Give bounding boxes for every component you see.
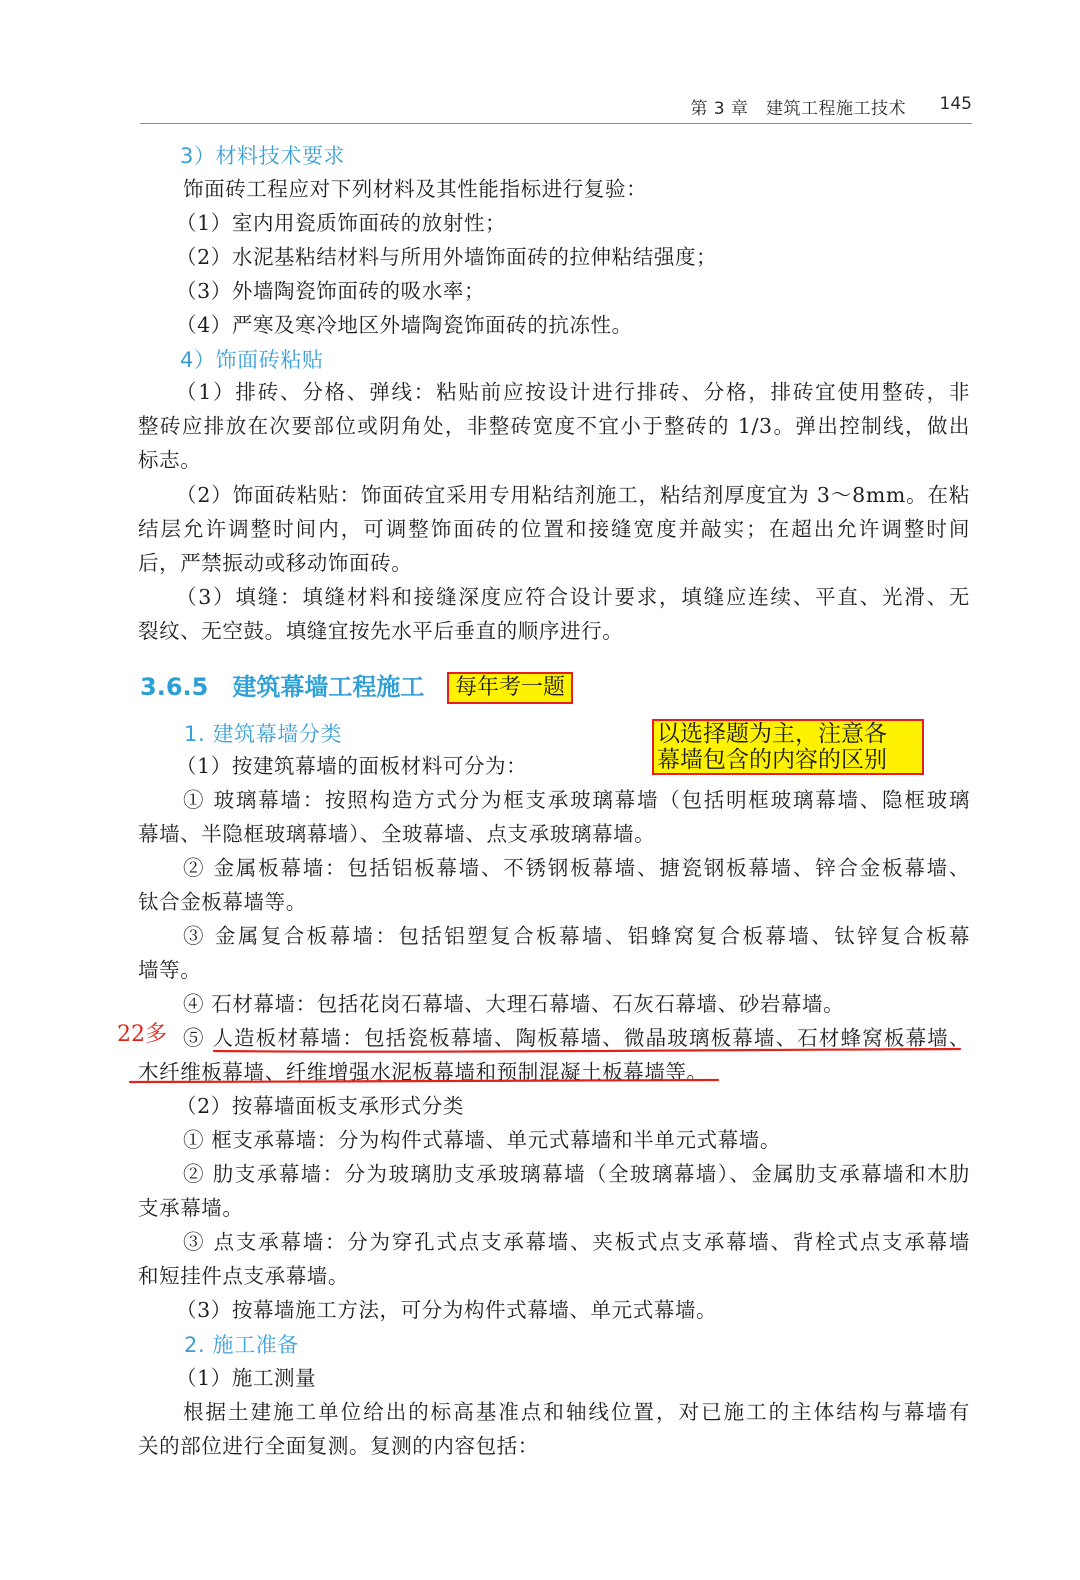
paragraph-line: （2）按幕墙面板支承形式分类 [176,1094,464,1118]
paragraph-line: 结层允许调整时间内，可调整饰面砖的位置和接缝宽度并敲实；在超出允许调整时间 [138,517,970,541]
paragraph-line: 饰面砖工程应对下列材料及其性能指标进行复验： [183,177,648,201]
list-item: （1）室内用瓷质饰面砖的放射性； [176,211,507,235]
paragraph-line: 钛合金板幕墙等。 [138,890,307,914]
paragraph-line: 木纤维板幕墙、纤维增强水泥板幕墙和预制混凝土板幕墙等。 [138,1060,708,1084]
handwritten-mark: 22多 [117,1022,167,1047]
paragraph-line: （1）排砖、分格、弹线：粘贴前应按设计进行排砖、分格，排砖宜使用整砖，非 [176,380,970,404]
page-number: 145 [939,94,972,114]
running-header [140,92,972,122]
note-line: 幕墙包含的内容的区别 [657,747,887,773]
paragraph-line: ② 金属板幕墙：包括铝板幕墙、不锈钢板幕墙、搪瓷钢板幕墙、锌合金板幕墙、 [183,856,970,880]
highlight-note-every-year: 每年考一题 [447,672,573,704]
paragraph-line: 后，严禁振动或移动饰面砖。 [138,551,413,575]
paragraph-line: ③ 金属复合板幕墙：包括铝塑复合板幕墙、铝蜂窝复合板幕墙、钛锌复合板幕 [183,924,970,948]
section-number: 3.6.5 [140,673,209,701]
note-line: 以选择题为主，注意各 [657,721,887,747]
paragraph-line: 根据土建施工单位给出的标高基准点和轴线位置，对已施工的主体结构与幕墙有 [183,1400,970,1424]
paragraph-line: （3）按幕墙施工方法，可分为构件式幕墙、单元式幕墙。 [176,1298,718,1322]
section-title: 建筑幕墙工程施工 [232,673,425,701]
paragraph-line: （1）施工测量 [176,1366,317,1390]
paragraph-line: ① 玻璃幕墙：按照构造方式分为框支承玻璃幕墙（包括明框玻璃幕墙、隐框玻璃 [183,788,970,812]
paragraph-line: ③ 点支承幕墙：分为穿孔式点支承幕墙、夹板式点支承幕墙、背栓式点支承幕墙 [183,1230,970,1254]
paragraph-line: 标志。 [138,448,202,472]
paragraph-line: ⑤ 人造板材幕墙：包括瓷板幕墙、陶板幕墙、微晶玻璃板幕墙、石材蜂窝板幕墙、 [183,1026,970,1050]
paragraph-line: ④ 石材幕墙：包括花岗石幕墙、大理石幕墙、石灰石幕墙、砂岩幕墙。 [183,992,845,1016]
paragraph-line: 关的部位进行全面复测。复测的内容包括： [138,1434,539,1458]
list-item: （4）严寒及寒冷地区外墙陶瓷饰面砖的抗冻性。 [176,313,633,337]
paragraph-line: 支承幕墙。 [138,1196,244,1220]
subheading-curtain-wall-classification: 1. 建筑幕墙分类 [184,722,343,746]
highlight-note-choice-questions [652,719,924,775]
paragraph-line: （1）按建筑幕墙的面板材料可分为： [176,754,528,778]
paragraph-line: 和短挂件点支承幕墙。 [138,1264,349,1288]
subheading-material-requirements: 3）材料技术要求 [180,144,346,168]
paragraph-line: （3）填缝：填缝材料和接缝深度应符合设计要求，填缝应连续、平直、光滑、无 [176,585,970,609]
section-heading [140,667,424,702]
paragraph-line: ② 肋支承幕墙：分为玻璃肋支承玻璃幕墙（全玻璃幕墙）、金属肋支承幕墙和木肋 [183,1162,970,1186]
subheading-construction-preparation: 2. 施工准备 [184,1333,299,1357]
paragraph-line: （2）饰面砖粘贴：饰面砖宜采用专用粘结剂施工，粘结剂厚度宜为 3～8mm。在粘 [176,483,970,507]
paragraph-line: ① 框支承幕墙：分为构件式幕墙、单元式幕墙和半单元式幕墙。 [183,1128,781,1152]
paragraph-line: 墙等。 [138,958,202,982]
paragraph-line: 整砖应排放在次要部位或阴角处，非整砖宽度不宜小于整砖的 1/3。弹出控制线，做出 [138,414,970,438]
paragraph-line: 幕墙、半隐框玻璃幕墙）、全玻幕墙、点支承玻璃幕墙。 [138,822,656,846]
paragraph-line: 裂纹、无空鼓。填缝宜按先水平后垂直的顺序进行。 [138,619,624,643]
chapter-title: 第 3 章 建筑工程施工技术 [690,99,906,119]
list-item: （3）外墙陶瓷饰面砖的吸水率； [176,279,486,303]
header-rule [140,123,972,124]
list-item: （2）水泥基粘结材料与所用外墙饰面砖的拉伸粘结强度； [176,245,718,269]
subheading-tile-bonding: 4）饰面砖粘贴 [180,348,324,372]
